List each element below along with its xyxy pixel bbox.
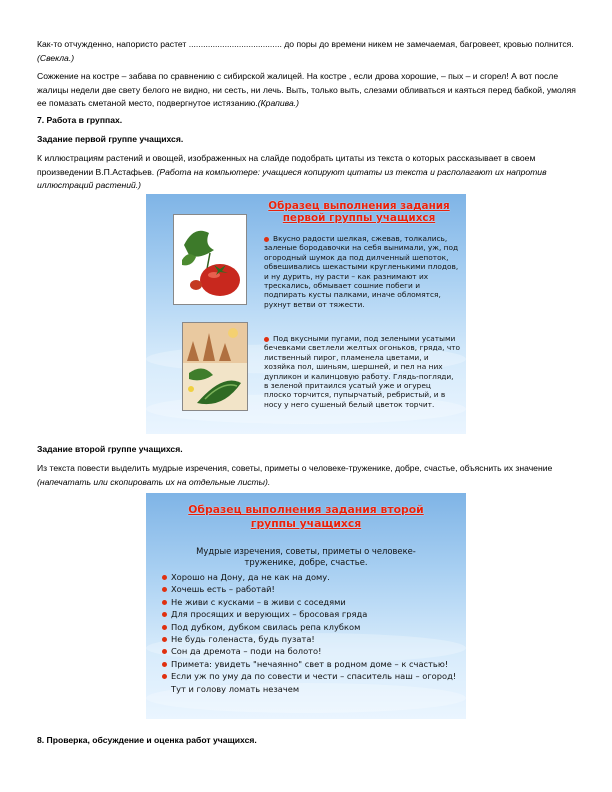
bullet-dot: [264, 337, 269, 342]
tomato-image: [173, 214, 247, 305]
section-7-heading: 7. Работа в группах.: [37, 115, 123, 125]
slide-group1: [146, 194, 466, 434]
slide2-subtitle: Мудрые изречения, советы, приметы о человеке- труженике, добре, счастье.: [196, 546, 416, 567]
slide1-bullet-tomato: Вкусно радости шелкая, сжевав, толкались, заленые бородавочки на себя вынимали, уж, под огородный шумок да под дилченный шепоток, обвешивались шекастыми кругленькими плодов, и ну дурить, ну расти – как разнимают их трескались, обмывает сошние побеги и подпирать кусты палками, иначе обломятся, рухнут ветви от тяжести.: [264, 234, 459, 309]
list-item: Не будь голенаста, будь пузата!: [162, 633, 458, 645]
list-item: Если уж по уму да по совести и чести – спаситель наш – огород! Тут и голову ломать незачем: [162, 670, 458, 695]
task2-heading: Задание второй группе учащихся.: [37, 444, 183, 454]
proverb-list: [162, 571, 458, 695]
answer-beet: (Свекла.): [37, 52, 75, 63]
answer-nettle: (Крапива.): [257, 98, 299, 108]
list-item: Для просящих и верующих – бросовая гряда: [162, 608, 458, 620]
section-8-heading: 8. Проверка, обсуждение и оценка работ учащихся.: [37, 735, 257, 745]
list-item: Хочешь есть – работай!: [162, 583, 458, 595]
list-item: Не живи с кусками – в живи с соседями: [162, 596, 458, 608]
list-item: Примета: увидеть "нечаянно" свет в родном доме – к счастью!: [162, 658, 458, 670]
bullet-dot: [264, 237, 269, 242]
list-item: Хорошо на Дону, да не как на дому.: [162, 571, 458, 583]
task1-text: К иллюстрациям растений и овощей, изображенных на слайде подобрать цитаты из текста о которых рассказывает в своем произведении В.П.Астафьев. (Работа на компьютере: учащиеся копируют цитаты из текста и располагают их напротив иллюстраций растений.): [37, 153, 547, 190]
cucumber-image: [182, 322, 248, 411]
paragraph-beet: Как-то отчужденно, напористо растет ....................................... до поры до времени никем не замечаемая, багровеет, кровью полнится. (Свекла.): [37, 39, 574, 63]
list-item: Сон да дремота – поди на болото!: [162, 645, 458, 657]
slide1-bullet-cucumber: Под вкусными пугами, под зелеными усатыми бечевками светлели желтых огоньков, гряда, что лиственный пирог, пламенела цветами, и хозяйка пол, шиньям, шершней, и пел на них дупликон и калинцовую работу. Глядь-погляди, в зеленой притаился усатый уже и огурец плоско торчится, пупырчатый, ребристый, и в носу у него сушеный белый цветок торчит.: [264, 334, 461, 409]
list-item: Под дубком, дубком свилась репа клубком: [162, 621, 458, 633]
paragraph-nettle: Сожжение на костре – забава по сравнению с сибирской жалицей. На костре , если дрова хорошие, – пых – и сгорел! А вот после жалицы недели две свету белого не видно, ни сесть, ни лечь. Выть, только выть, слезами обливаться и каяться перед бабкой, умоляя ее помазать сметаной место, подвергнутое истязанию.(Крапива.): [37, 71, 576, 108]
slide-group2: [146, 493, 466, 719]
task2-text: Из текста повести выделить мудрые изречения, советы, приметы о человеке-труженике, добре, счастье, объяснить их значение (напечатать или скопировать их на отдельные листы).: [37, 463, 553, 487]
slide2-title: Образец выполнения задания второй группы учащихся: [188, 503, 424, 530]
task1-heading: Задание первой группе учащихся.: [37, 134, 184, 144]
slide1-title: Образец выполнения задания первой группы учащихся: [268, 200, 450, 224]
